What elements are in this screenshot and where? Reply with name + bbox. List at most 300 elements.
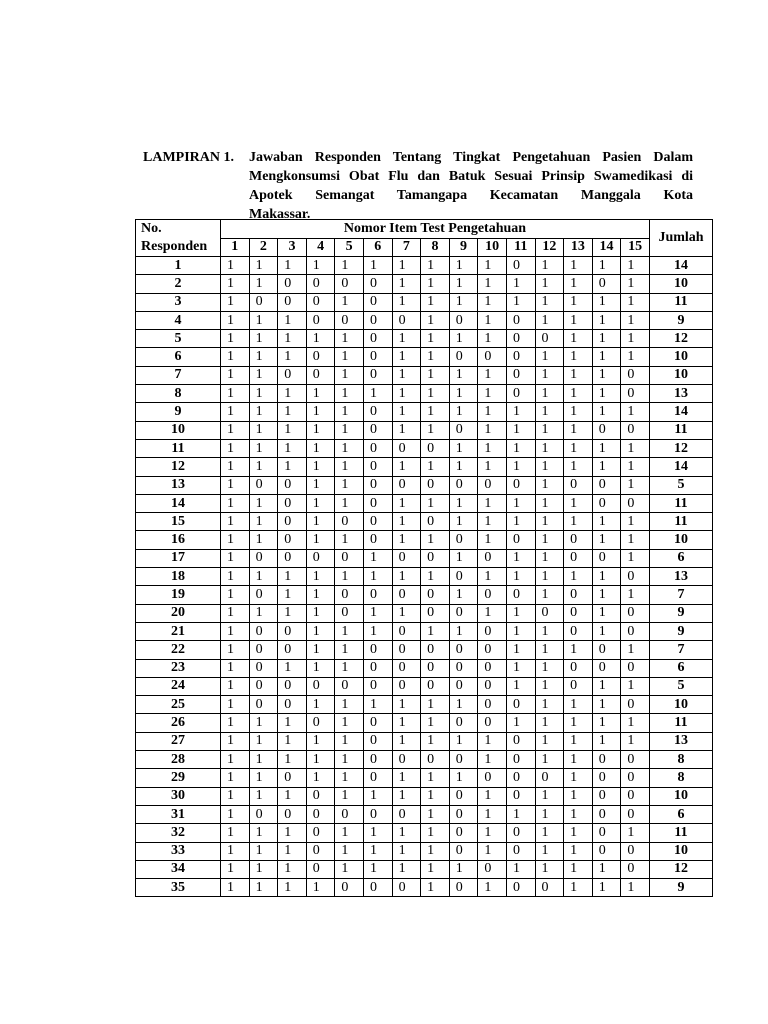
- answer-cell: 1: [535, 403, 564, 421]
- answer-cell: 0: [621, 659, 650, 677]
- answer-cell: 1: [249, 385, 278, 403]
- table-row: [136, 531, 713, 549]
- answer-cell: 1: [221, 494, 250, 512]
- answer-cell: 0: [449, 879, 478, 897]
- answer-cell: 1: [621, 586, 650, 604]
- answer-cell: 1: [592, 458, 621, 476]
- answer-cell: 0: [449, 751, 478, 769]
- answer-cell: 1: [221, 348, 250, 366]
- answer-cell: 1: [306, 622, 335, 640]
- answer-cell: 0: [592, 476, 621, 494]
- respondent-number-cell: 25: [136, 696, 221, 714]
- answer-cell: 1: [221, 385, 250, 403]
- respondent-number-cell: 16: [136, 531, 221, 549]
- answer-cell: 1: [535, 348, 564, 366]
- table-row: [136, 476, 713, 494]
- answer-cell: 1: [335, 659, 364, 677]
- answer-cell: 1: [478, 421, 507, 439]
- respondent-number-cell: 17: [136, 549, 221, 567]
- answer-cell: 1: [306, 458, 335, 476]
- header-item-8: 8: [421, 238, 450, 257]
- document-caption: [143, 148, 693, 224]
- answer-cell: 1: [535, 677, 564, 695]
- answer-cell: 1: [363, 604, 392, 622]
- answer-cell: 0: [449, 714, 478, 732]
- answer-cell: 1: [621, 330, 650, 348]
- answer-cell: 1: [278, 860, 307, 878]
- caption-line: Makassar.: [249, 207, 311, 222]
- answer-cell: 0: [449, 348, 478, 366]
- total-cell: 11: [650, 293, 713, 311]
- answer-cell: 1: [278, 568, 307, 586]
- answer-cell: 1: [449, 586, 478, 604]
- answer-cell: 0: [564, 677, 593, 695]
- answer-cell: 1: [221, 439, 250, 457]
- answer-cell: 1: [249, 824, 278, 842]
- respondent-number-cell: 7: [136, 366, 221, 384]
- answer-cell: 1: [421, 824, 450, 842]
- answer-cell: 1: [535, 366, 564, 384]
- answer-cell: 1: [335, 696, 364, 714]
- answer-cell: 0: [506, 787, 535, 805]
- total-cell: 10: [650, 787, 713, 805]
- answer-cell: 1: [621, 476, 650, 494]
- answer-cell: 1: [592, 879, 621, 897]
- header-item-11: 11: [506, 238, 535, 257]
- total-cell: 6: [650, 549, 713, 567]
- table-row: [136, 769, 713, 787]
- answer-cell: 1: [506, 421, 535, 439]
- answer-cell: 1: [478, 275, 507, 293]
- answer-cell: 1: [592, 513, 621, 531]
- answer-cell: 0: [249, 805, 278, 823]
- answer-cell: 1: [478, 257, 507, 275]
- respondent-number-cell: 14: [136, 494, 221, 512]
- answer-cell: 0: [306, 549, 335, 567]
- answer-cell: 1: [278, 604, 307, 622]
- answer-cell: 0: [392, 311, 421, 329]
- respondent-number-cell: 6: [136, 348, 221, 366]
- answer-cell: 1: [306, 696, 335, 714]
- respondent-number-cell: 32: [136, 824, 221, 842]
- answer-cell: 0: [363, 275, 392, 293]
- answer-cell: 1: [621, 275, 650, 293]
- answer-cell: 1: [221, 805, 250, 823]
- answer-cell: 0: [278, 805, 307, 823]
- table-row: [136, 421, 713, 439]
- answer-cell: 1: [392, 696, 421, 714]
- answer-cell: 0: [363, 439, 392, 457]
- answer-cell: 0: [621, 696, 650, 714]
- answer-cell: 1: [278, 257, 307, 275]
- answer-cell: 1: [592, 439, 621, 457]
- answer-cell: 0: [278, 531, 307, 549]
- answer-cell: 1: [306, 879, 335, 897]
- answer-cell: 1: [535, 622, 564, 640]
- answer-cell: 0: [621, 805, 650, 823]
- answer-cell: 1: [278, 842, 307, 860]
- respondent-number-cell: 3: [136, 293, 221, 311]
- answer-cell: 0: [306, 805, 335, 823]
- answer-cell: 1: [421, 769, 450, 787]
- answer-cell: 1: [335, 385, 364, 403]
- table-row: [136, 458, 713, 476]
- answer-cell: 1: [221, 879, 250, 897]
- answer-cell: 1: [278, 879, 307, 897]
- answer-cell: 0: [278, 769, 307, 787]
- answer-cell: 0: [392, 641, 421, 659]
- answer-cell: 0: [249, 586, 278, 604]
- answer-cell: 0: [363, 458, 392, 476]
- answer-cell: 1: [392, 257, 421, 275]
- answer-cell: 1: [564, 805, 593, 823]
- answer-cell: 0: [392, 879, 421, 897]
- answer-cell: 0: [449, 476, 478, 494]
- answer-cell: 1: [535, 659, 564, 677]
- answer-cell: 1: [221, 366, 250, 384]
- answer-cell: 0: [278, 513, 307, 531]
- answer-cell: 0: [506, 732, 535, 750]
- answer-cell: 0: [478, 860, 507, 878]
- answer-cell: 1: [592, 311, 621, 329]
- answer-cell: 1: [221, 696, 250, 714]
- header-item-12: 12: [535, 238, 564, 257]
- answer-cell: 1: [478, 531, 507, 549]
- total-cell: 7: [650, 586, 713, 604]
- answer-cell: 1: [535, 531, 564, 549]
- table-row: [136, 787, 713, 805]
- answer-cell: 1: [478, 787, 507, 805]
- answer-cell: 0: [506, 330, 535, 348]
- answer-cell: 0: [306, 677, 335, 695]
- answer-cell: 1: [506, 622, 535, 640]
- answer-cell: 1: [564, 275, 593, 293]
- answer-cell: 1: [363, 842, 392, 860]
- answer-cell: 0: [506, 531, 535, 549]
- answer-cell: 0: [363, 714, 392, 732]
- respondent-number-cell: 10: [136, 421, 221, 439]
- answer-cell: 1: [564, 366, 593, 384]
- answer-cell: 1: [478, 604, 507, 622]
- answer-cell: 1: [392, 842, 421, 860]
- header-item-15: 15: [621, 238, 650, 257]
- total-cell: 8: [650, 769, 713, 787]
- answer-cell: 0: [335, 604, 364, 622]
- table-row: [136, 366, 713, 384]
- answer-cell: 1: [278, 311, 307, 329]
- answer-cell: 1: [621, 311, 650, 329]
- respondent-number-cell: 19: [136, 586, 221, 604]
- answer-cell: 0: [278, 494, 307, 512]
- total-cell: 13: [650, 385, 713, 403]
- respondent-number-cell: 28: [136, 751, 221, 769]
- respondent-number-cell: 9: [136, 403, 221, 421]
- answer-cell: 1: [221, 842, 250, 860]
- answer-cell: 1: [421, 275, 450, 293]
- answer-cell: 0: [249, 622, 278, 640]
- respondent-number-cell: 30: [136, 787, 221, 805]
- answer-cell: 1: [335, 330, 364, 348]
- answer-cell: 1: [421, 732, 450, 750]
- answer-cell: 0: [506, 476, 535, 494]
- answer-cell: 1: [449, 439, 478, 457]
- answer-cell: 0: [421, 586, 450, 604]
- respondent-number-cell: 2: [136, 275, 221, 293]
- answer-cell: 1: [621, 531, 650, 549]
- answer-cell: 1: [335, 257, 364, 275]
- answer-cell: 1: [592, 714, 621, 732]
- answer-cell: 1: [278, 330, 307, 348]
- answer-cell: 1: [449, 293, 478, 311]
- answer-cell: 1: [335, 787, 364, 805]
- answer-cell: 1: [306, 769, 335, 787]
- answer-cell: 1: [249, 257, 278, 275]
- table-row: [136, 257, 713, 275]
- answer-cell: 1: [221, 787, 250, 805]
- answer-cell: 0: [449, 677, 478, 695]
- answer-cell: 1: [221, 311, 250, 329]
- answer-cell: 0: [278, 293, 307, 311]
- answer-cell: 0: [421, 439, 450, 457]
- answer-cell: 0: [363, 366, 392, 384]
- answer-cell: 0: [306, 275, 335, 293]
- total-cell: 12: [650, 439, 713, 457]
- answer-cell: 1: [535, 714, 564, 732]
- answer-cell: 0: [392, 476, 421, 494]
- answer-cell: 1: [392, 458, 421, 476]
- total-cell: 10: [650, 842, 713, 860]
- respondent-number-cell: 23: [136, 659, 221, 677]
- answer-cell: 1: [535, 641, 564, 659]
- answer-cell: 1: [449, 696, 478, 714]
- answer-cell: 1: [621, 824, 650, 842]
- total-cell: 11: [650, 513, 713, 531]
- answer-cell: 1: [564, 330, 593, 348]
- answer-cell: 1: [392, 366, 421, 384]
- answer-cell: 1: [392, 421, 421, 439]
- answer-cell: 0: [478, 714, 507, 732]
- answer-cell: 0: [506, 311, 535, 329]
- answer-cell: 1: [392, 714, 421, 732]
- answer-cell: 1: [449, 513, 478, 531]
- header-no-line1: No.: [141, 221, 162, 236]
- answer-cell: 1: [592, 257, 621, 275]
- answer-cell: 1: [335, 732, 364, 750]
- answer-cell: 1: [249, 348, 278, 366]
- answer-cell: 1: [421, 494, 450, 512]
- answer-cell: 0: [506, 366, 535, 384]
- answer-cell: 1: [249, 421, 278, 439]
- answer-cell: 1: [535, 421, 564, 439]
- answer-cell: 0: [621, 385, 650, 403]
- answer-cell: 1: [306, 439, 335, 457]
- answer-cell: 1: [363, 568, 392, 586]
- answer-cell: 1: [306, 330, 335, 348]
- answer-cell: 1: [449, 860, 478, 878]
- answer-cell: 1: [421, 531, 450, 549]
- answer-cell: 1: [392, 531, 421, 549]
- answer-cell: 1: [363, 549, 392, 567]
- answer-cell: 1: [478, 494, 507, 512]
- answer-cell: 1: [221, 641, 250, 659]
- header-item-13: 13: [564, 238, 593, 257]
- answer-cell: 1: [506, 549, 535, 567]
- answer-cell: 0: [421, 677, 450, 695]
- answer-cell: 1: [478, 385, 507, 403]
- answer-cell: 1: [392, 385, 421, 403]
- answer-cell: 0: [306, 714, 335, 732]
- answer-cell: 1: [535, 476, 564, 494]
- answer-cell: 0: [621, 421, 650, 439]
- answer-cell: 0: [592, 842, 621, 860]
- answer-cell: 1: [221, 513, 250, 531]
- answer-cell: 1: [421, 860, 450, 878]
- answer-cell: 1: [506, 568, 535, 586]
- answer-cell: 0: [363, 677, 392, 695]
- answer-cell: 0: [278, 549, 307, 567]
- answer-cell: 1: [335, 476, 364, 494]
- answer-cell: 0: [392, 439, 421, 457]
- answer-cell: 0: [335, 311, 364, 329]
- answer-cell: 0: [278, 641, 307, 659]
- answer-cell: 1: [306, 659, 335, 677]
- answer-cell: 0: [478, 696, 507, 714]
- total-cell: 10: [650, 696, 713, 714]
- answer-cell: 0: [363, 494, 392, 512]
- answer-cell: 0: [449, 421, 478, 439]
- respondent-number-cell: 29: [136, 769, 221, 787]
- answer-cell: 0: [392, 659, 421, 677]
- answer-cell: 1: [564, 714, 593, 732]
- answer-cell: 1: [306, 531, 335, 549]
- table-row: [136, 805, 713, 823]
- respondent-number-cell: 24: [136, 677, 221, 695]
- answer-cell: 0: [621, 751, 650, 769]
- answer-cell: 0: [564, 476, 593, 494]
- answer-cell: 1: [592, 604, 621, 622]
- answer-cell: 1: [421, 403, 450, 421]
- answer-cell: 1: [564, 641, 593, 659]
- answer-cell: 1: [564, 696, 593, 714]
- respondent-number-cell: 4: [136, 311, 221, 329]
- answer-cell: 1: [221, 659, 250, 677]
- answer-cell: 1: [621, 403, 650, 421]
- answer-cell: 1: [421, 696, 450, 714]
- answer-cell: 1: [421, 348, 450, 366]
- answer-cell: 0: [363, 330, 392, 348]
- answer-cell: 0: [592, 751, 621, 769]
- answer-cell: 1: [564, 458, 593, 476]
- answer-cell: 0: [478, 769, 507, 787]
- answer-cell: 0: [478, 622, 507, 640]
- answer-cell: 1: [335, 494, 364, 512]
- answer-cell: 0: [306, 366, 335, 384]
- answer-cell: 0: [506, 257, 535, 275]
- answer-cell: 1: [392, 348, 421, 366]
- answer-cell: 1: [478, 513, 507, 531]
- answer-cell: 1: [249, 714, 278, 732]
- answer-cell: 0: [564, 586, 593, 604]
- respondent-number-cell: 5: [136, 330, 221, 348]
- answer-cell: 1: [392, 494, 421, 512]
- answer-cell: 0: [564, 622, 593, 640]
- answer-cell: 0: [335, 549, 364, 567]
- answer-cell: 0: [621, 494, 650, 512]
- answer-cell: 1: [392, 513, 421, 531]
- answer-cell: 1: [278, 439, 307, 457]
- answer-cell: 1: [306, 604, 335, 622]
- answer-cell: 1: [478, 568, 507, 586]
- table-row: [136, 732, 713, 750]
- answer-cell: 0: [335, 677, 364, 695]
- answer-cell: 1: [564, 751, 593, 769]
- answer-cell: 1: [363, 787, 392, 805]
- table-row: [136, 641, 713, 659]
- answer-cell: 1: [621, 293, 650, 311]
- answer-cell: 1: [564, 842, 593, 860]
- header-respondent-number: [136, 220, 221, 257]
- answer-cell: 0: [564, 531, 593, 549]
- total-cell: 9: [650, 879, 713, 897]
- answer-cell: 1: [278, 714, 307, 732]
- answer-cell: 0: [506, 842, 535, 860]
- answer-cell: 1: [535, 458, 564, 476]
- answer-cell: 1: [506, 293, 535, 311]
- answer-cell: 0: [449, 659, 478, 677]
- answer-cell: 1: [363, 385, 392, 403]
- answer-cell: 0: [278, 366, 307, 384]
- answer-cell: 1: [506, 860, 535, 878]
- answer-cell: 1: [221, 330, 250, 348]
- table-row: [136, 275, 713, 293]
- answer-cell: 1: [535, 824, 564, 842]
- answer-cell: 0: [421, 751, 450, 769]
- header-item-numbers: Nomor Item Test Pengetahuan: [221, 220, 650, 239]
- answer-cell: 0: [363, 476, 392, 494]
- answer-cell: 1: [421, 311, 450, 329]
- table-row: [136, 385, 713, 403]
- answer-cell: 1: [564, 348, 593, 366]
- answer-cell: 0: [249, 293, 278, 311]
- table-row: [136, 824, 713, 842]
- answer-cell: 0: [592, 769, 621, 787]
- respondent-number-cell: 12: [136, 458, 221, 476]
- answer-cell: 0: [335, 805, 364, 823]
- answer-cell: 1: [392, 403, 421, 421]
- answer-cell: 1: [306, 732, 335, 750]
- answer-cell: 0: [363, 751, 392, 769]
- answer-cell: 1: [221, 824, 250, 842]
- respondent-number-cell: 11: [136, 439, 221, 457]
- answer-cell: 0: [421, 604, 450, 622]
- answer-cell: 1: [564, 293, 593, 311]
- header-item-3: 3: [278, 238, 307, 257]
- answer-cell: 1: [335, 641, 364, 659]
- answer-cell: 1: [478, 458, 507, 476]
- answer-cell: 1: [535, 586, 564, 604]
- total-cell: 6: [650, 805, 713, 823]
- table-body: [136, 257, 713, 897]
- respondent-number-cell: 15: [136, 513, 221, 531]
- answer-cell: 0: [478, 659, 507, 677]
- answer-cell: 1: [621, 677, 650, 695]
- total-cell: 7: [650, 641, 713, 659]
- table-row: [136, 348, 713, 366]
- answer-cell: 1: [278, 732, 307, 750]
- header-item-2: 2: [249, 238, 278, 257]
- answer-cell: 0: [621, 366, 650, 384]
- total-cell: 11: [650, 421, 713, 439]
